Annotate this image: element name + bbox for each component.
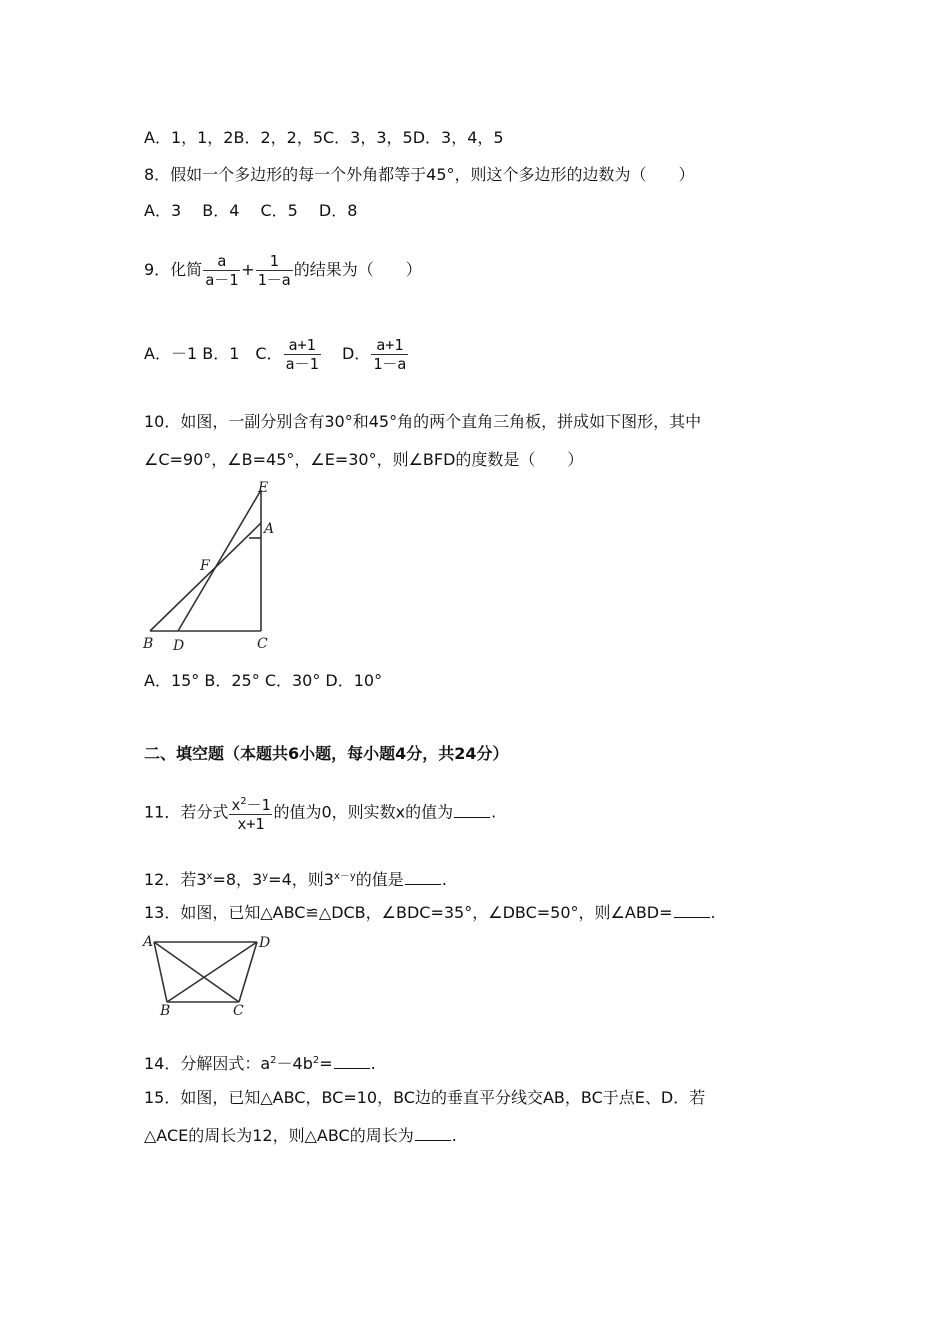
q9-fraction-1 xyxy=(203,252,240,289)
q13-trapezoid-figure xyxy=(140,930,275,1018)
q9-optD-numerator: a+1 xyxy=(376,336,404,354)
q12-exp2: y xyxy=(262,871,269,882)
q9-options-ab: A．－1 B．1 C． xyxy=(144,344,283,363)
diagonal-bd xyxy=(167,942,257,1002)
q9-optC-numerator: a+1 xyxy=(288,336,316,354)
q10-options: A．15° B．25° C．30° D．10° xyxy=(144,671,383,690)
q9-suffix: 的结果为（ ） xyxy=(293,260,422,279)
q10-stem-line2: ∠C=90°，∠B=45°，∠E=30°，则∠BFD的度数是（ ） xyxy=(144,450,584,469)
q14-answer-blank[interactable] xyxy=(334,1054,370,1069)
segment-de xyxy=(178,490,261,631)
q14-stem xyxy=(144,1050,376,1075)
q14-exp1: 2 xyxy=(270,1055,277,1066)
q8-options: A．3 B．4 C．5 D．8 xyxy=(144,201,358,220)
segment-ab xyxy=(154,942,167,1002)
q7-options: A．1，1，2B．2，2，5C．3，3，5D．3，4，5 xyxy=(144,128,504,147)
q11-answer-blank[interactable] xyxy=(454,803,490,818)
q13-stem xyxy=(144,902,716,924)
q11-num-rest: －1 xyxy=(246,796,271,814)
section-2-heading: 二、填空题（本题共6小题，每小题4分，共24分） xyxy=(144,744,509,763)
q14-part3: = xyxy=(319,1054,333,1073)
q10-triangle-figure xyxy=(140,478,285,653)
q9-options xyxy=(144,336,409,373)
q11-num-exp: 2 xyxy=(240,796,247,807)
q11-prefix: 11．若分式 xyxy=(144,802,229,822)
q9-prefix: 9．化简 xyxy=(144,260,203,279)
q12-stem xyxy=(144,866,447,891)
label-a: A xyxy=(143,934,154,950)
q9-frac2-denominator: 1－a xyxy=(257,271,291,289)
q14-part2: －4b xyxy=(276,1054,313,1073)
q14-part1: 14．分解因式：a xyxy=(144,1054,271,1073)
q11-denominator: x+1 xyxy=(229,814,272,833)
q11-numerator xyxy=(229,793,272,814)
q10-stem-line1: 10．如图，一副分别含有30°和45°角的两个直角三角板，拼成如下图形，其中 xyxy=(144,412,702,431)
q9-option-d-fraction xyxy=(371,336,408,373)
q11-suffix: 的值为0，则实数x的值为 xyxy=(273,802,454,822)
q12-exp1: x xyxy=(206,871,213,882)
diagonal-ac xyxy=(154,942,239,1002)
q15-text: △ACE的周长为12，则△ABC的周长为 xyxy=(144,1126,414,1145)
q9-fraction-2 xyxy=(256,252,293,289)
label-f: F xyxy=(200,558,210,574)
q13-answer-blank[interactable] xyxy=(674,903,710,918)
q11-fraction xyxy=(229,793,272,833)
q12-answer-blank[interactable] xyxy=(405,870,441,885)
q12-part3: =4，则3 xyxy=(268,870,334,889)
q9-option-d-label: D． xyxy=(341,344,371,363)
q12-part4: 的值是 xyxy=(355,870,404,889)
q13-end: . xyxy=(710,903,716,922)
q14-exp2: 2 xyxy=(312,1055,320,1066)
q9-optC-denominator: a－1 xyxy=(285,355,319,373)
q9-plus: + xyxy=(241,260,255,279)
label-c: C xyxy=(257,636,268,652)
label-e: E xyxy=(258,480,269,496)
q15-stem-line2 xyxy=(144,1125,457,1147)
q9-frac1-numerator: a xyxy=(217,252,227,270)
q15-stem-line1: 15．如图，已知△ABC，BC=10，BC边的垂直平分线交AB，BC于点E、D．若 xyxy=(144,1088,706,1107)
label-d: D xyxy=(259,935,271,951)
q15-answer-blank[interactable] xyxy=(415,1126,451,1141)
q12-exp3: x－y xyxy=(333,871,356,882)
q12-part1: 12．若3 xyxy=(144,870,207,889)
q9-frac1-denominator: a－1 xyxy=(205,271,239,289)
label-c: C xyxy=(233,1003,244,1018)
q12-end: . xyxy=(441,870,447,889)
q9-stem xyxy=(144,252,422,289)
q11-stem xyxy=(144,793,496,833)
q9-option-c-fraction xyxy=(284,336,321,373)
q13-text: 13．如图，已知△ABC≌△DCB，∠BDC=35°，∠DBC=50°，则∠ABD= xyxy=(144,903,673,922)
q11-num-base: x xyxy=(231,796,241,814)
q15-end: . xyxy=(451,1126,457,1145)
q8-stem: 8．假如一个多边形的每一个外角都等于45°，则这个多边形的边数为（ ） xyxy=(144,165,695,184)
q11-end: . xyxy=(491,802,497,822)
q9-frac2-numerator: 1 xyxy=(269,252,279,270)
label-a: A xyxy=(264,521,275,537)
q14-end: . xyxy=(370,1054,376,1073)
q9-optD-denominator: 1－a xyxy=(373,355,407,373)
segment-cd xyxy=(239,942,257,1002)
label-d: D xyxy=(173,638,185,653)
segment-ba xyxy=(150,523,261,631)
label-b: B xyxy=(143,636,154,652)
q12-part2: =8，3 xyxy=(212,870,263,889)
label-b: B xyxy=(160,1003,171,1018)
